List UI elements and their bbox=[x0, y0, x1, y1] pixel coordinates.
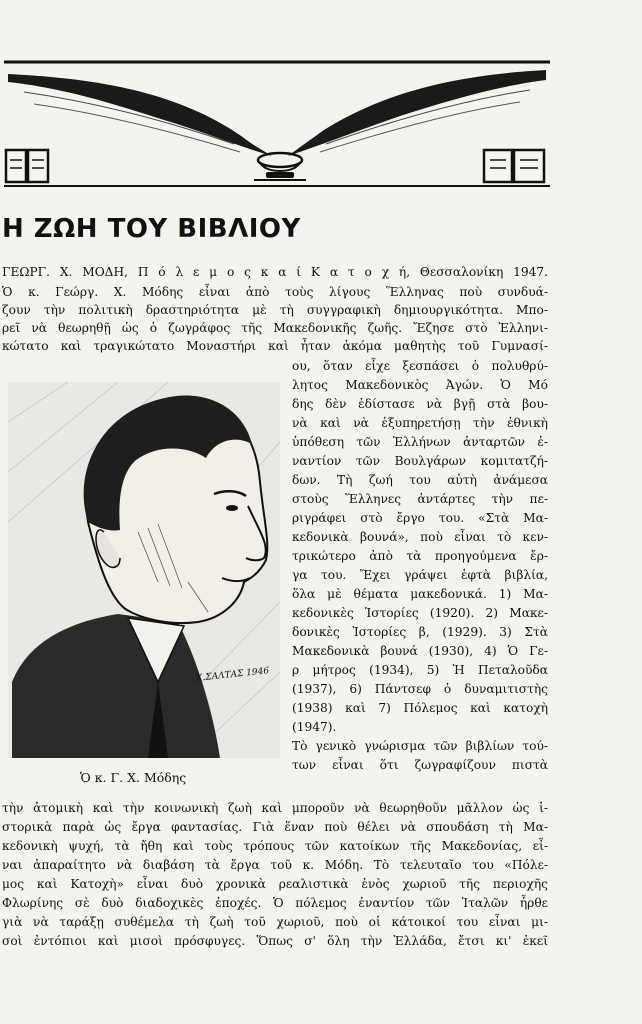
body-line: Φλωρίνης σὲ δυὸ διαδοχικὲς ἐποχές. Ὁ πόλεμος ἐναντίον τῶν Ἰταλῶν ἦρθε bbox=[2, 896, 548, 910]
column-line: ναντίον τῶν Βουλγάρων κομιτατζή- bbox=[292, 454, 548, 468]
column-line: ριγράφει στὸ ἔργο του. «Στὰ Μα- bbox=[292, 511, 548, 525]
intro-line: ζουν τὴν πολιτικὴ δραστηριότητα μὲ τὴ συγγραφικὴ δημιουργικότητα. Μπο- bbox=[2, 303, 548, 317]
body-line: στορικὰ παρὰ ὡς ἔργα φαντασίας. Γιὰ ἕναν ποὺ θέλει νὰ σπουδάση τὴ Μα- bbox=[2, 820, 548, 834]
portrait-caption: Ὁ κ. Γ. Χ. Μόδης bbox=[80, 770, 187, 785]
author-portrait bbox=[8, 382, 280, 758]
body-line: γιὰ νὰ ταράξῃ συθέμελα τὴ ζωὴ τοῦ χωριοῦ, ποὺ οἱ κάτοικοί του εἶναι μι- bbox=[2, 915, 548, 929]
column-line: Μακεδονικὰ βουνά (1930), 4) Ὁ Γε- bbox=[292, 644, 548, 658]
body-line: τὴν ἀτομικὴ καὶ τὴν κοινωνικὴ ζωὴ καὶ μποροῦν νὰ θεωρηθοῦν μᾶλλον ὡς ἱ- bbox=[2, 801, 548, 815]
column-line: γα του. Ἔχει γράψει ἑφτὰ βιβλία, bbox=[292, 568, 548, 582]
intro-line: κώτατο καὶ τραγικώτατο Μοναστήρι καὶ ἦταν ἀκόμα μαθητὴς τοῦ Γυμνασί- bbox=[2, 339, 548, 353]
column-line: (1937), 6) Πάντσεφ ὁ δυναμιτιστὴς bbox=[292, 682, 548, 696]
portrait-signature: Χ.ΣΑΛΤΑΣ 1946 bbox=[195, 666, 270, 684]
column-line: τρικώτερο ἀπὸ τὰ προηγούμενα ἔρ- bbox=[292, 549, 548, 563]
column-line: Τὸ γενικὸ γνώρισμα τῶν βιβλίων τού- bbox=[292, 739, 548, 753]
column-line: δων. Τὴ ζωή του αὐτὴ ἀνάμεσα bbox=[292, 473, 548, 487]
section-title: Η ΖΩΗ ΤΟΥ ΒΙΒΛΙΟΥ bbox=[2, 214, 301, 244]
lamp-icon bbox=[254, 153, 306, 180]
column-line: ὅλα μὲ θέματα μακεδονικά. 1) Μα- bbox=[292, 587, 548, 601]
body-line: ναι ἀπαραίτητο νὰ διαβάση τὰ ἔργα τοῦ κ. Μόδη. Τὸ τελευταῖο του «Πόλε- bbox=[2, 858, 548, 872]
column-line: (1938) καὶ 7) Πόλεμος καὶ κατοχὴ bbox=[292, 701, 548, 715]
column-line: κεδονικὲς Ἱστορίες (1920). 2) Μακε- bbox=[292, 606, 548, 620]
column-line: ὑπόθεση τῶν Ἑλλήνων ἀνταρτῶν ἐ- bbox=[292, 435, 548, 449]
column-line: δονικὲς Ἱστορίες β, (1929). 3) Στὰ bbox=[292, 625, 548, 639]
open-book-icon-right bbox=[484, 150, 544, 182]
column-line: λητος Μακεδονικὸς Ἀγών. Ὁ Μό bbox=[292, 378, 548, 392]
right-wing-icon bbox=[288, 70, 546, 156]
column-line: στοὺς Ἕλληνες ἀντάρτες τὴν πε- bbox=[292, 492, 548, 506]
body-line: κεδονικὴ ψυχή, τὰ ἤθη καὶ τοὺς τρόπους τῶν κατοίκων τῆς Μακεδονίας, εἶ- bbox=[2, 839, 548, 853]
intro-line: ρεῖ νὰ θεωρηθῇ ὡς ὁ ζωγράφος τῆς Μακεδονικῆς ζωῆς. Ἔζησε στὸ Ἑλληνι- bbox=[2, 321, 548, 335]
column-line: των εἶναι ὅτι ζωγραφίζουν πιστὰ bbox=[292, 758, 548, 772]
open-book-icon-left bbox=[6, 150, 48, 182]
column-line: δης δὲν ἐδίστασε νὰ βγῇ στὰ βου- bbox=[292, 397, 548, 411]
left-wing-icon bbox=[8, 74, 272, 156]
header-ornament bbox=[4, 58, 550, 188]
intro-line: ΓΕΩΡΓ. Χ. ΜΟΔΗ, Π ό λ ε μ ο ς κ α ί Κ α τ ο χ ή, Θεσσαλονίκη 1947. bbox=[2, 265, 548, 279]
body-line: μος καὶ Κατοχὴ» εἶναι δυὸ χρονικὰ ρεαλιστικὰ ἑνὸς χωριοῦ τῆς περιοχῆς bbox=[2, 877, 548, 891]
column-line: ρ μήτρος (1934), 5) Ἡ Πεταλοῦδα bbox=[292, 663, 548, 677]
column-line: κεδονικὰ βουνά», ποὺ εἶναι τὸ κεν- bbox=[292, 530, 548, 544]
column-line: ου, ὅταν εἶχε ξεσπάσει ὁ πολυθρύ- bbox=[292, 359, 548, 373]
column-line: νὰ καὶ νὰ ἐξυπηρετήσῃ τὴν ἐθνικὴ bbox=[292, 416, 548, 430]
column-line: (1947). bbox=[292, 720, 337, 734]
intro-line: Ὁ κ. Γεώργ. Χ. Μόδης εἶναι ἀπὸ τοὺς λίγους Ἕλληνας ποὺ συνδυά- bbox=[2, 285, 548, 299]
body-line: σοὶ ἐντόπιοι καὶ μισοὶ πρόσφυγες. Ὅπως σ' ὅλη τὴν Ἑλλάδα, ἔτσι κι' ἐκεῖ bbox=[2, 934, 548, 948]
